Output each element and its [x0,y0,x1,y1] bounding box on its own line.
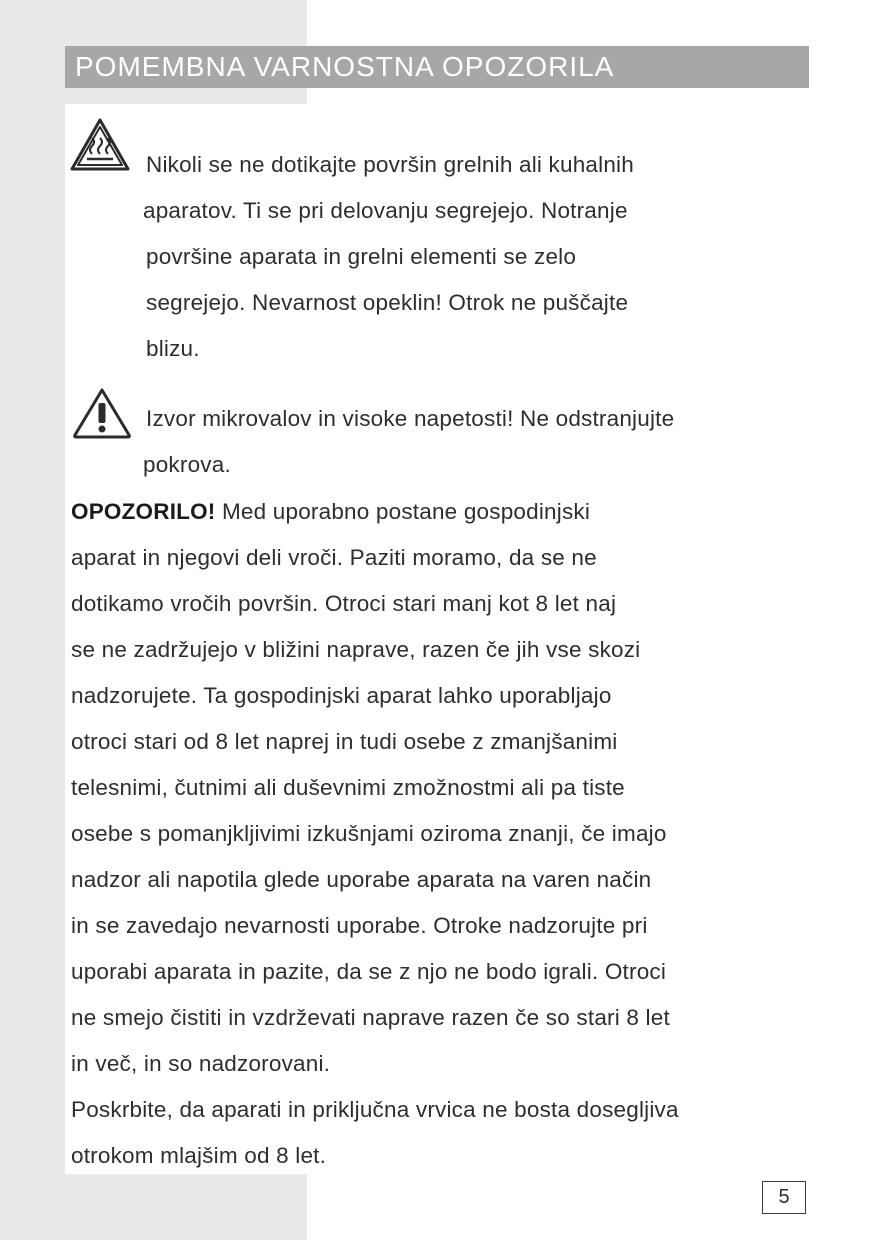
text-line: in več, in so nadzorovani. [71,1051,331,1076]
text-line: blizu. [146,336,200,361]
section-header [65,46,809,88]
text-line [71,489,679,535]
hot-surface-warning-text [143,142,634,372]
high-voltage-warning-text [143,396,675,488]
text-line: uporabi aparata in pazite, da se z njo ne bodo igrali. Otroci [71,959,667,984]
text-line: aparat in njegovi deli vroči. Paziti moramo, da se ne [71,545,597,570]
main-warning-text [71,489,679,1179]
text-line: aparatov. Ti se pri delovanju segrejejo. Notranje [143,198,628,223]
text-line: Poskrbite, da aparati in priključna vrvica ne bosta dosegljiva [71,1097,679,1122]
exclamation-warning-icon [72,386,132,440]
text-line: pokrova. [143,452,231,477]
text-line: segrejejo. Nevarnost opeklin! Otrok ne puščajte [146,290,629,315]
text-line: se ne zadržujejo v bližini naprave, razen če jih vse skozi [71,637,641,662]
text-line: osebe s pomanjkljivimi izkušnjami oziroma znanji, če imajo [71,821,667,846]
text-line: otrokom mlajšim od 8 let. [71,1143,327,1168]
text-line: Nikoli se ne dotikajte površin grelnih ali kuhalnih [146,152,634,177]
section-title: POMEMBNA VARNOSTNA OPOZORILA [75,51,615,82]
hot-surface-warning-icon [70,118,130,172]
text-line: nadzor ali napotila glede uporabe aparata na varen način [71,867,652,892]
warning-first-line: Med uporabno postane gospodinjski [215,499,591,524]
text-line: nadzorujete. Ta gospodinjski aparat lahko uporabljajo [71,683,612,708]
page-number: 5 [762,1181,806,1214]
text-line: in se zavedajo nevarnosti uporabe. Otroke nadzorujte pri [71,913,648,938]
warning-label: OPOZORILO! [71,499,216,524]
text-line: ne smejo čistiti in vzdrževati naprave razen če so stari 8 let [71,1005,670,1030]
text-line: Izvor mikrovalov in visoke napetosti! Ne odstranjujte [146,406,675,431]
text-line: otroci stari od 8 let naprej in tudi osebe z zmanjšanimi [71,729,618,754]
text-line: površine aparata in grelni elementi se zelo [146,244,577,269]
text-line: dotikamo vročih površin. Otroci stari manj kot 8 let naj [71,591,617,616]
text-line: telesnimi, čutnimi ali duševnimi zmožnostmi ali pa tiste [71,775,625,800]
